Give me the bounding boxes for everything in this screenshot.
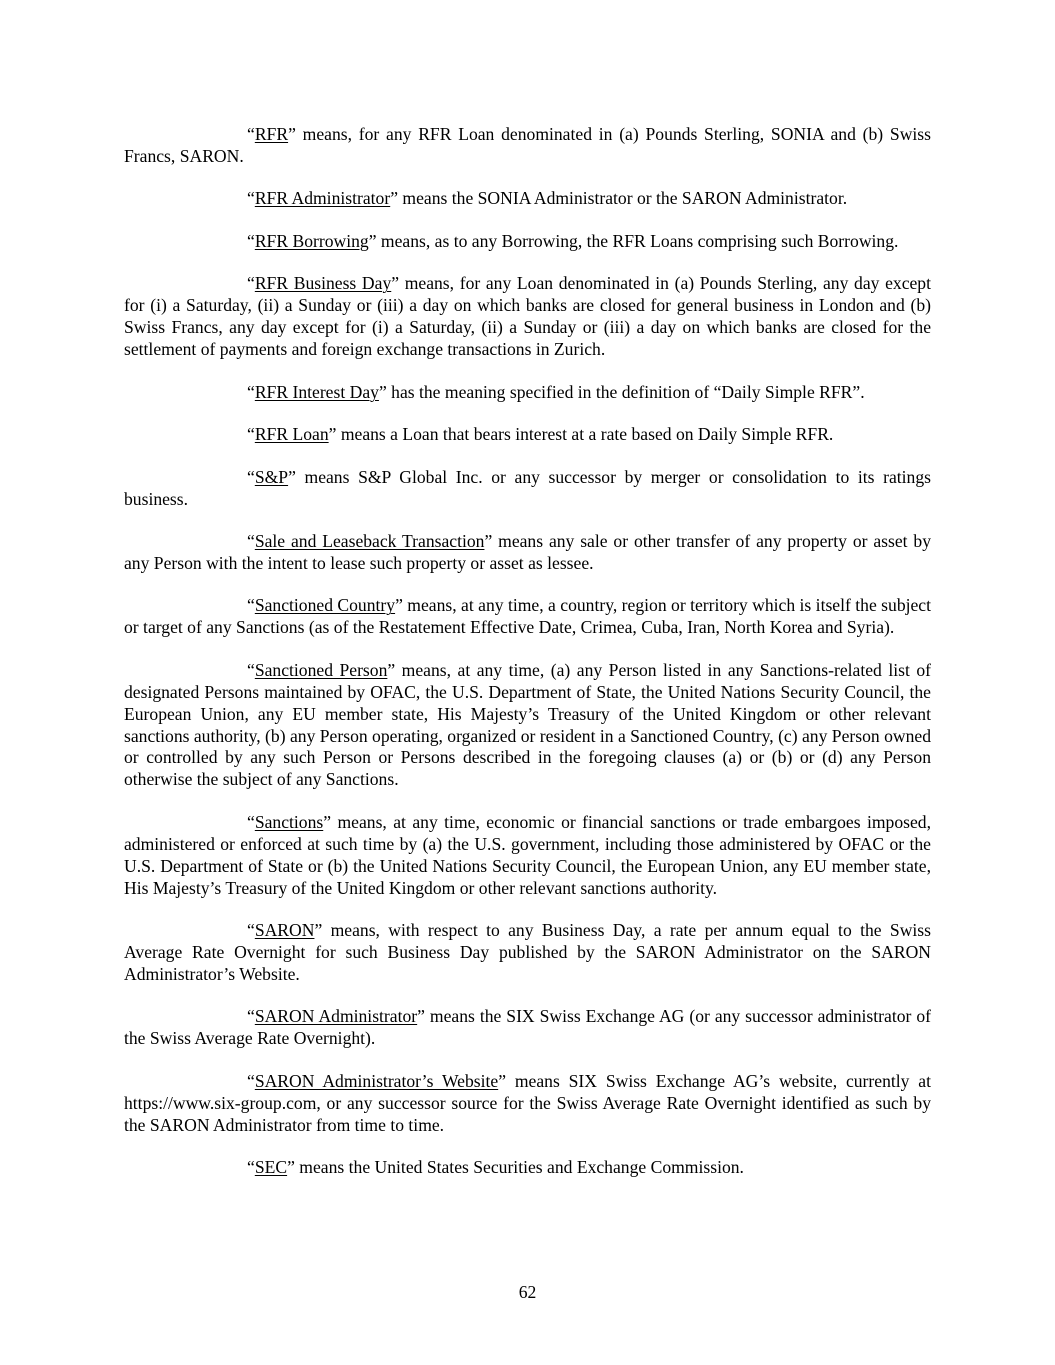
definition-text: means the SIX Swiss Exchange AG (or any successor administrator of the Swiss Average Rate Overnight). (124, 1006, 931, 1049)
definition-text: means SIX Swiss Exchange AG’s website, currently at https://www.six-group.com, or any successor source for the Swiss Average Rate Overnight identified as such by the SARON Administrator from time to time. (124, 1070, 931, 1135)
defined-term: SARON Administrator (254, 1006, 418, 1027)
definition-text: means, as to any Borrowing, the RFR Loans comprising such Borrowing. (376, 230, 899, 251)
definition-sec: “SEC” means the United States Securities and Exchange Commission. (247, 1157, 744, 1178)
definition-rfr-borrowing: “RFR Borrowing” means, as to any Borrowing, the RFR Loans comprising such Borrowing. (247, 230, 899, 251)
definition-rfr-loan: “RFR Loan” means a Loan that bears interest at a rate based on Daily Simple RFR. (247, 424, 834, 445)
defined-term: SARON (254, 920, 315, 941)
definition-saron-administrators-website: “SARON Administrator’s Website” means SIX Swiss Exchange AG’s website, currently at https://www.six-group.com, or any successor source for the Swiss Average Rate Overnight identified as such by the SARON Administrator from time to time. (124, 1070, 931, 1135)
defined-term: RFR Interest Day (254, 381, 379, 402)
defined-term: RFR Business Day (254, 273, 392, 294)
definition-sanctioned-country: “Sanctioned Country” means, at any time, a country, region or territory which is itself the subject or target of any Sanctions (as of the Restatement Effective Date, Crimea, Cuba, Iran, North Korea and Syria). (124, 595, 932, 638)
defined-term: Sanctioned Country (254, 595, 396, 616)
defined-term: RFR Borrowing (254, 230, 369, 251)
definition-sanctions: “Sanctions” means, at any time, economic or financial sanctions or trade embargoes imposed, administered or enforced at such time by (a) the U.S. government, including those administered by OFAC or the U.S. Department of State or (b) the United Nations Security Council, the European Union, any EU member state, His Majesty’s Treasury of the United Kingdom or other relevant sanctions authority. (124, 811, 931, 898)
document-body (124, 124, 931, 1200)
definition-text: has the meaning specified in the definition of “Daily Simple RFR”. (386, 381, 865, 402)
defined-term: RFR Loan (254, 424, 329, 445)
defined-term: S&P (254, 466, 289, 487)
definition-rfr-business-day: “RFR Business Day” means, for any Loan denominated in (a) Pounds Sterling, any day except for (i) a Saturday, (ii) a Sunday or (iii) a day on which banks are closed for general business in London and (b) Swiss Francs, any day except for (i) a Saturday, (ii) a Sunday or (iii) a day on which banks are closed for the settlement of payments and foreign exchange transactions in Zurich. (124, 273, 931, 360)
definition-sanctioned-person: “Sanctioned Person” means, at any time, (a) any Person listed in any Sanctions-related list of designated Persons maintained by OFAC, the U.S. Department of State, the United Nations Security Council, the European Union, any EU member state, His Majesty’s Treasury of the United Kingdom or other relevant sanctions authority, (b) any Person operating, organized or resident in a Sanctioned Country, (c) any Person owned or controlled by any such Person or Persons described in the foregoing clauses (a) or (b) or (d) any Person otherwise the subject of any Sanctions. (124, 659, 931, 790)
definition-text: means, at any time, economic or financial sanctions or trade embargoes imposed, administered or enforced at such time by (a) the U.S. government, including those administered by OFAC or the U.S. Department of State or (b) the United Nations Security Council, the European Union, any EU member state, His Majesty’s Treasury of the United Kingdom or other relevant sanctions authority. (124, 811, 931, 898)
definition-rfr-administrator: “RFR Administrator” means the SONIA Administrator or the SARON Administrator. (247, 188, 848, 209)
defined-term: Sanctioned Person (254, 659, 388, 680)
definition-sale-and-leaseback: “Sale and Leaseback Transaction” means any sale or other transfer of any property or asset by any Person with the intent to lease such property or asset as lessee. (124, 531, 932, 573)
definition-text: means, for any RFR Loan denominated in (a) Pounds Sterling, SONIA and (b) Swiss Francs, SARON. (124, 124, 931, 166)
definition-text: means, at any time, a country, region or territory which is itself the subject or target of any Sanctions (as of the Restatement Effective Date, Crimea, Cuba, Iran, North Korea and Syria). (124, 595, 932, 638)
defined-term: Sanctions (254, 811, 324, 832)
defined-term: RFR (254, 124, 289, 144)
definition-text: means the SONIA Administrator or the SARON Administrator. (398, 188, 848, 209)
defined-term: RFR Administrator (254, 188, 391, 209)
definition-text: means, for any Loan denominated in (a) Pounds Sterling, any day except for (i) a Saturday, (ii) a Sunday or (iii) a day on which banks are closed for general business in London and (b) Swiss Francs, any day except for (i) a Saturday, (ii) a Sunday or (iii) a day on which banks are closed for the settlement of payments and foreign exchange transactions in Zurich. (124, 273, 931, 360)
definition-saron-administrator: “SARON Administrator” means the SIX Swiss Exchange AG (or any successor administrator of the Swiss Average Rate Overnight). (124, 1006, 931, 1049)
defined-term: SEC (254, 1157, 288, 1178)
definition-saron: “SARON” means, with respect to any Business Day, a rate per annum equal to the Swiss Average Rate Overnight for such Business Day published by the SARON Administrator on the SARON Administrator’s Website. (124, 920, 931, 984)
definition-text: means the United States Securities and Exchange Commission. (294, 1157, 744, 1178)
page-number: 62 (518, 1282, 537, 1302)
definition-text: means, with respect to any Business Day, a rate per annum equal to the Swiss Average Rate Overnight for such Business Day published by the SARON Administrator on the SARON Administrator’s Website. (124, 920, 931, 984)
definition-s-and-p: “S&P” means S&P Global Inc. or any successor by merger or consolidation to its ratings business. (124, 466, 931, 509)
defined-term: SARON Administrator’s Website (254, 1070, 499, 1091)
definition-text: means S&P Global Inc. or any successor by merger or consolidation to its ratings business. (124, 466, 931, 509)
definition-text: means, at any time, (a) any Person listed in any Sanctions-related list of designated Persons maintained by OFAC, the U.S. Department of State, the United Nations Security Council, the European Union, any EU member state, His Majesty’s Treasury of the United Kingdom or other relevant sanctions authority, (b) any Person operating, organized or resident in a Sanctioned Country, (c) any Person owned or controlled by any such Person or Persons described in the foregoing clauses (a) or (b) or (d) any Person otherwise the subject of any Sanctions. (124, 659, 931, 790)
definition-text: means any sale or other transfer of any property or asset by any Person with the intent to lease such property or asset as lessee. (124, 531, 932, 573)
defined-term: Sale and Leaseback Transaction (254, 531, 485, 552)
definition-rfr: “RFR” means, for any RFR Loan denominated in (a) Pounds Sterling, SONIA and (b) Swiss Francs, SARON. (124, 124, 931, 166)
definition-text: means a Loan that bears interest at a rate based on Daily Simple RFR. (336, 424, 834, 445)
definition-rfr-interest-day: “RFR Interest Day” has the meaning specified in the definition of “Daily Simple RFR”. (247, 381, 865, 402)
